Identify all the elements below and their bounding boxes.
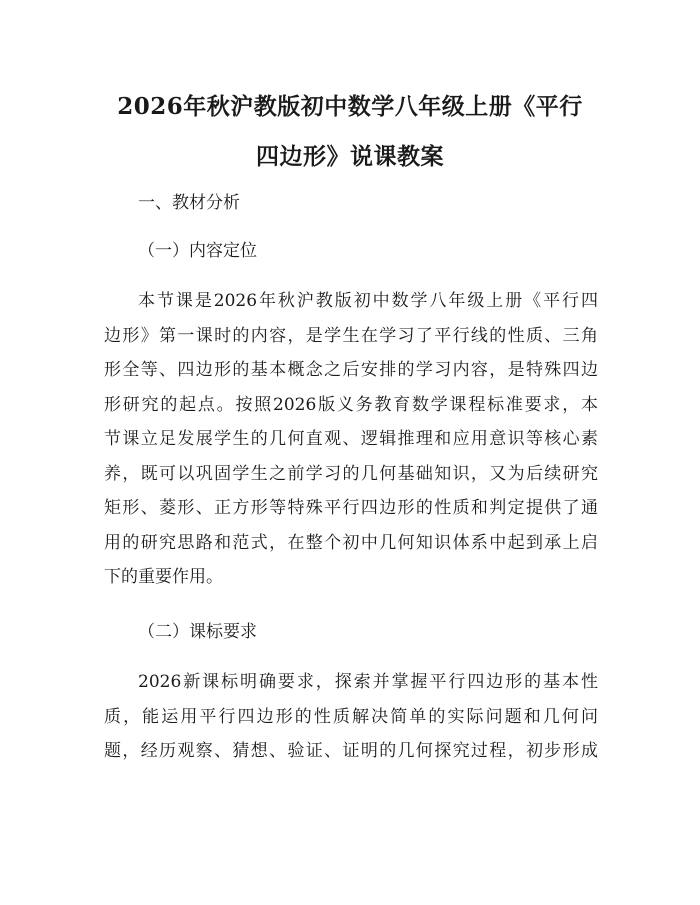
subsection-heading-content-positioning: （一）内容定位 [138,241,257,261]
paragraph-content-positioning [104,284,598,595]
paragraph-line: 本节课是2026年秋沪教版初中数学八年级上册《平行四 [138,291,598,311]
paragraph-line: 2026新课标明确要求，探索并掌握平行四边形的基本性 [138,672,598,692]
paragraph-line: 矩形、菱形、正方形等特殊平行四边形的性质和判定提供了通 [104,498,598,518]
paragraph-line: 题，经历观察、猜想、验证、证明的几何探究过程，初步形成 [104,741,598,761]
title-line-2: 四边形》说课教案 [256,143,444,170]
paragraph-line: 边形》第一课时的内容，是学生在学习了平行线的性质、三角 [104,325,598,346]
paragraph-line: 形研究的起点。按照2026版义务教育数学课程标准要求，本 [104,394,598,415]
paragraph-line: 形全等、四边形的基本概念之后安排的学习内容，是特殊四边 [104,360,598,380]
paragraph-line: 下的重要作用。 [104,567,223,587]
paragraph-curriculum-requirements [104,665,598,769]
paragraph-line: 节课立足发展学生的几何直观、逻辑推理和应用意识等核心素 [104,429,598,449]
paragraph-line: 用的研究思路和范式，在整个初中几何知识体系中起到承上启 [104,532,598,553]
subsection-heading-curriculum-requirements: （二）课标要求 [138,622,257,642]
document-title [100,82,600,182]
title-line-1: 2026年秋沪教版初中数学八年级上册《平行 [117,93,583,120]
paragraph-line: 质，能运用平行四边形的性质解决简单的实际问题和几何问 [104,706,598,727]
section-heading-textbook-analysis: 一、教材分析 [138,193,240,213]
paragraph-line: 养，既可以巩固学生之前学习的几何基础知识，又为后续研究 [104,463,598,484]
